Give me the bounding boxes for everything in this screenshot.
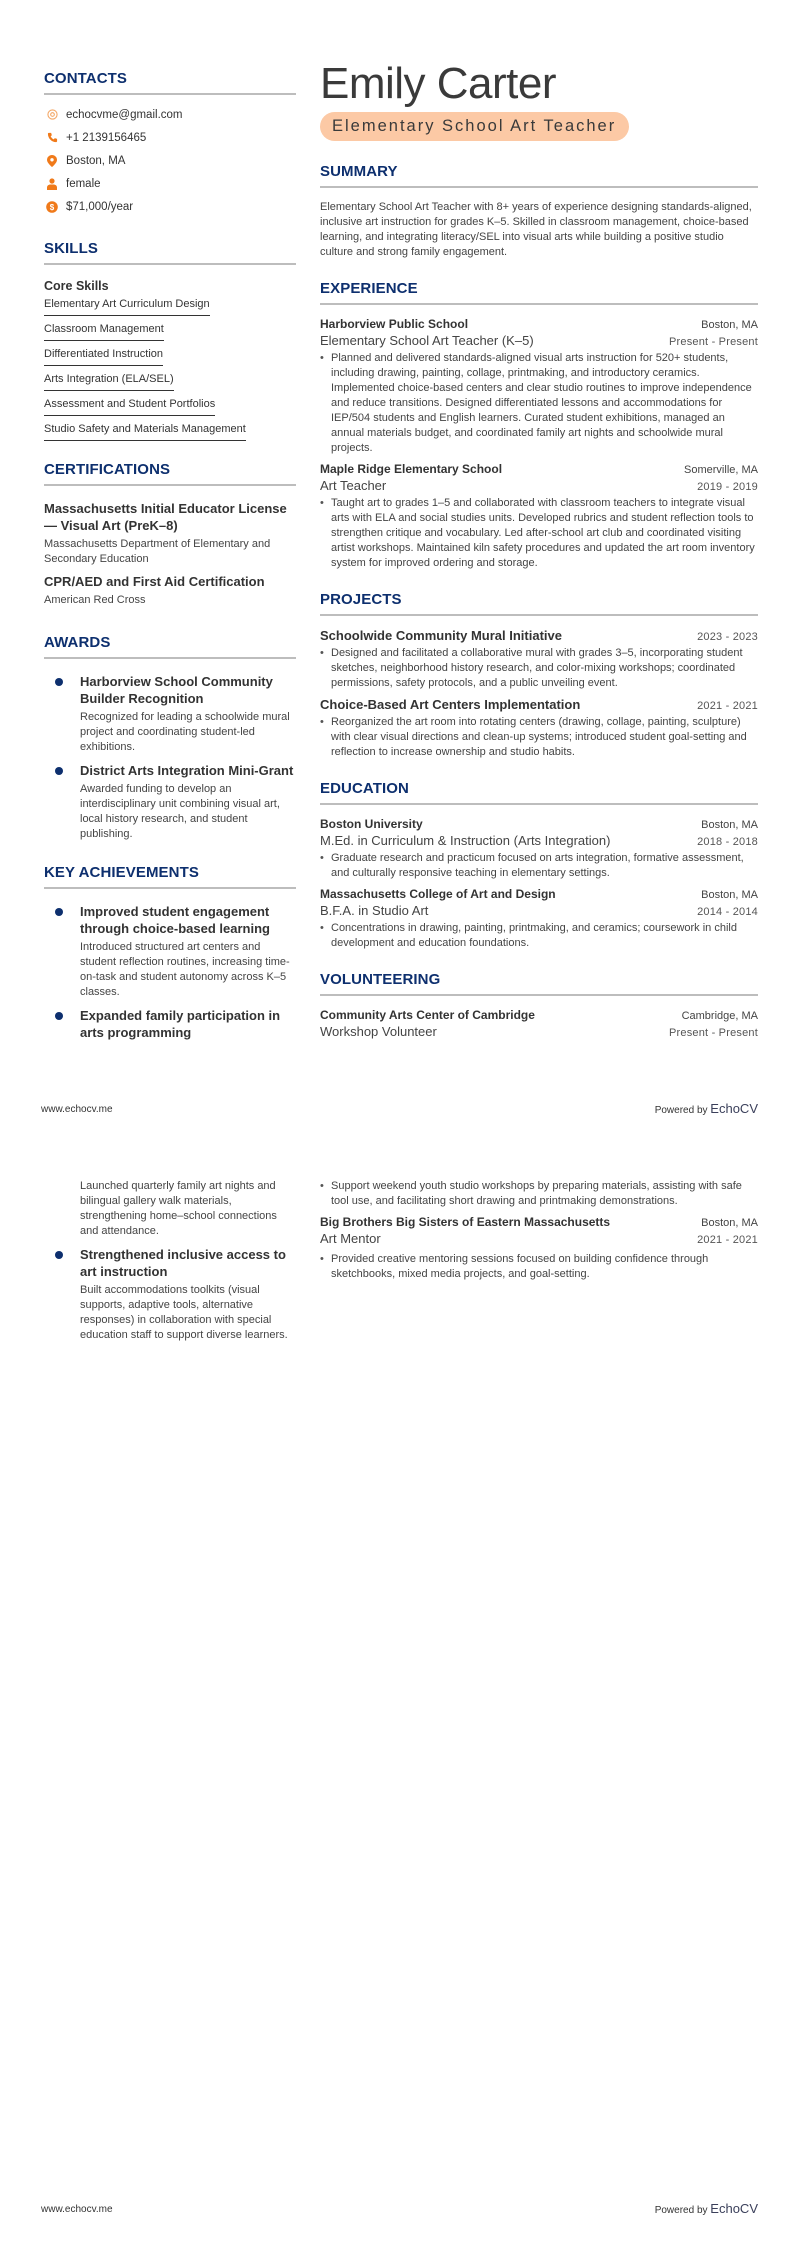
achievement-description: Introduced structured art centers and student reflection routines, increasing time-on-task and student autonomy across K–5 classes.	[80, 941, 290, 998]
contact-salary-text: $71,000/year	[66, 200, 134, 213]
volunteer-role: Workshop Volunteer	[320, 1024, 437, 1039]
section-heading: VOLUNTEERING	[320, 971, 441, 988]
summary-section	[320, 163, 758, 260]
powered-by-label: Powered by	[654, 1105, 708, 1116]
right-column-continued	[320, 1179, 758, 1282]
volunteer-org: Big Brothers Big Sisters of Eastern Massachusetts	[320, 1215, 611, 1229]
skill-item: Arts Integration (ELA/SEL)	[44, 370, 174, 391]
footer-powered-by	[655, 2201, 758, 2216]
award-description: Awarded funding to develop an interdisciplinary unit combining visual art, local history research, and student publishing.	[80, 783, 280, 840]
job-title-badge: Elementary School Art Teacher	[320, 112, 629, 141]
contact-phone-text: +1 2139156465	[66, 131, 147, 144]
experience-bullet: • Planned and delivered standards-aligned visual arts instruction for 520+ students, including drawing, painting, collage, printmaking, and introductory ceramics. Implemented choice-based centers and clear studio routines to improve independence and reduce transitions. Designed differentiated lessons and accommodations for IEP/504 students and English learners. Curated student exhibitions, managed an annual materials budget, and coordinated family art nights and schoolwide mural projects.	[320, 351, 758, 456]
volunteering-bullet: • Support weekend youth studio workshops by preparing materials, assisting with safe tool use, and facilitating short drawing and printmaking demonstrations.	[320, 1179, 758, 1209]
school-location: Boston, MA	[701, 889, 758, 901]
project-bullet: • Designed and facilitated a collaborative mural with grades 3–5, incorporating student sketches, neighborhood history research, and color-mixing workshops; coordinated permissions, safety protocols, and a public unveiling event.	[320, 646, 758, 691]
employer-location: Somerville, MA	[684, 464, 758, 476]
school-name: Massachusetts College of Art and Design	[320, 887, 556, 901]
achievement-description: Built accommodations toolkits (visual supports, adaptive tools, alternative responses) in collaboration with special education staff to support diverse learners.	[80, 1284, 288, 1341]
contact-email[interactable]	[44, 103, 296, 126]
volunteering-entry	[320, 1215, 758, 1282]
section-heading: EDUCATION	[320, 780, 409, 797]
section-heading: KEY ACHIEVEMENTS	[44, 864, 199, 881]
award-title: District Arts Integration Mini-Grant	[80, 763, 294, 778]
award-description: Recognized for leading a schoolwide mural project and coordinating student-led exhibitions.	[80, 711, 290, 753]
left-column-continued	[44, 1179, 296, 1343]
skill-list	[44, 295, 296, 445]
certification-item	[44, 573, 296, 608]
award-item	[44, 673, 296, 755]
skill-category: Core Skills	[44, 279, 109, 293]
volunteer-org: Community Arts Center of Cambridge	[320, 1008, 535, 1022]
project-bullet: • Reorganized the art room into rotating centers (drawing, collage, painting, sculpture) with clear visual directions and clean-up systems; introduced student goal-setting and reflection to increase ownership and studio habits.	[320, 715, 758, 760]
education-section	[320, 780, 758, 951]
footer-powered-by	[655, 1101, 758, 1116]
footer-website-link[interactable]: www.echocv.me	[41, 2204, 113, 2215]
resume-page-2	[0, 1123, 794, 2246]
achievement-item-continued	[44, 1179, 296, 1239]
project-dates: 2021 - 2021	[697, 700, 758, 712]
job-dates: Present - Present	[669, 336, 758, 348]
bullet-dot-icon	[55, 678, 63, 686]
education-entry	[320, 817, 758, 881]
skill-item: Studio Safety and Materials Management	[44, 420, 246, 441]
section-divider	[44, 657, 296, 659]
education-bullet: • Concentrations in drawing, painting, printmaking, and ceramics; coursework in child development and education foundations.	[320, 921, 758, 951]
bullet-dot-icon	[55, 767, 63, 775]
footer-website-link[interactable]: www.echocv.me	[41, 1104, 113, 1115]
left-column	[44, 70, 296, 1041]
section-divider	[320, 803, 758, 805]
experience-bullet: • Taught art to grades 1–5 and collaborated with classroom teachers to integrate visual arts with ELA and social studies units. Developed rubrics and student reflection tools to strengthen critique and vocabulary. Led after-school art club and coordinated visiting artist workshops. Maintained kiln safety procedures and updated the art room inventory system for improved ordering and storage.	[320, 496, 758, 571]
section-divider	[320, 303, 758, 305]
skill-item: Assessment and Student Portfolios	[44, 395, 215, 416]
awards-section	[44, 634, 296, 842]
section-heading: PROJECTS	[320, 591, 402, 608]
volunteer-dates: Present - Present	[669, 1027, 758, 1039]
volunteer-dates: 2021 - 2021	[697, 1234, 758, 1246]
volunteering-section	[320, 971, 758, 1039]
section-divider	[44, 484, 296, 486]
achievement-title: Strengthened inclusive access to art instruction	[80, 1247, 286, 1279]
degree: M.Ed. in Curriculum & Instruction (Arts Integration)	[320, 833, 611, 848]
experience-entry	[320, 462, 758, 571]
experience-section	[320, 280, 758, 571]
job-role: Art Teacher	[320, 478, 387, 493]
education-dates: 2014 - 2014	[697, 906, 758, 918]
volunteering-bullet: • Provided creative mentoring sessions focused on building confidence through sketchbooks, mixed media projects, and goal-setting.	[320, 1252, 758, 1282]
contact-gender	[44, 172, 296, 195]
certification-name: CPR/AED and First Aid Certification	[44, 574, 265, 589]
achievement-item	[44, 1007, 296, 1041]
at-icon	[46, 109, 58, 121]
section-divider	[44, 93, 296, 95]
award-title: Harborview School Community Builder Recognition	[80, 674, 273, 706]
projects-section	[320, 591, 758, 760]
bullet-dot-icon	[55, 1251, 63, 1259]
phone-icon	[46, 132, 58, 144]
employer-name: Maple Ridge Elementary School	[320, 462, 503, 476]
education-dates: 2018 - 2018	[697, 836, 758, 848]
certification-org: Massachusetts Department of Elementary and Secondary Education	[44, 538, 271, 565]
section-heading: AWARDS	[44, 634, 111, 651]
volunteer-location: Boston, MA	[701, 1217, 758, 1229]
summary-text: Elementary School Art Teacher with 8+ years of experience designing standards-aligned, inclusive art instruction for grades K–5. Skilled in classroom management, choice-based learning, and integrating literacy/SEL into visual arts while building a positive studio culture and strong family engagement.	[320, 201, 752, 258]
section-divider	[320, 994, 758, 996]
candidate-name: Emily Carter	[320, 59, 557, 108]
achievements-section	[44, 864, 296, 1041]
project-entry	[320, 697, 758, 760]
achievement-title: Improved student engagement through choice-based learning	[80, 904, 270, 936]
person-icon	[46, 178, 58, 190]
section-divider	[320, 186, 758, 188]
contact-email-text: echocvme@gmail.com	[66, 108, 183, 121]
project-title: Schoolwide Community Mural Initiative	[320, 628, 562, 643]
certification-item	[44, 500, 296, 567]
bullet-dot-icon	[55, 1012, 63, 1020]
contact-salary	[44, 195, 296, 218]
education-bullet: • Graduate research and practicum focused on arts integration, formative assessment, and culturally responsive teaching in elementary settings.	[320, 851, 758, 881]
contact-gender-text: female	[66, 177, 101, 190]
achievement-description: Launched quarterly family art nights and bilingual gallery walk materials, strengthening home–school connections and attendance.	[80, 1180, 277, 1237]
section-heading: SUMMARY	[320, 163, 398, 180]
section-divider	[320, 614, 758, 616]
skill-item: Differentiated Instruction	[44, 345, 163, 366]
section-divider	[44, 263, 296, 265]
certification-org: American Red Cross	[44, 594, 146, 606]
employer-location: Boston, MA	[701, 319, 758, 331]
skills-section	[44, 240, 296, 445]
contacts-section	[44, 70, 296, 218]
award-item	[44, 762, 296, 842]
section-heading: CERTIFICATIONS	[44, 461, 171, 478]
achievement-item	[44, 903, 296, 1000]
certifications-section	[44, 461, 296, 608]
svg-text:$: $	[49, 202, 55, 212]
volunteer-role: Art Mentor	[320, 1231, 381, 1246]
location-pin-icon	[46, 155, 58, 167]
school-location: Boston, MA	[701, 819, 758, 831]
volunteering-entry	[320, 1008, 758, 1039]
brand-logo: EchoCV	[710, 2201, 758, 2216]
section-divider	[44, 887, 296, 889]
achievement-item	[44, 1246, 296, 1343]
experience-entry	[320, 317, 758, 456]
section-heading: EXPERIENCE	[320, 280, 418, 297]
education-entry	[320, 887, 758, 951]
dollar-coin-icon	[46, 201, 58, 213]
powered-by-label: Powered by	[654, 2205, 708, 2216]
skill-item: Classroom Management	[44, 320, 164, 341]
employer-name: Harborview Public School	[320, 317, 469, 331]
skill-item: Elementary Art Curriculum Design	[44, 295, 210, 316]
section-heading: CONTACTS	[44, 70, 128, 87]
contact-location	[44, 149, 296, 172]
contact-location-text: Boston, MA	[66, 154, 126, 167]
job-dates: 2019 - 2019	[697, 481, 758, 493]
section-heading: SKILLS	[44, 240, 98, 257]
project-dates: 2023 - 2023	[697, 631, 758, 643]
certification-name: Massachusetts Initial Educator License — Visual Art (PreK–8)	[44, 501, 287, 533]
contact-phone[interactable]	[44, 126, 296, 149]
project-title: Choice-Based Art Centers Implementation	[320, 697, 581, 712]
degree: B.F.A. in Studio Art	[320, 903, 429, 918]
achievement-title: Expanded family participation in arts programming	[80, 1008, 281, 1040]
volunteering-entry-continued	[320, 1179, 758, 1209]
brand-logo: EchoCV	[710, 1101, 758, 1116]
job-role: Elementary School Art Teacher (K–5)	[320, 333, 534, 348]
right-column	[320, 60, 758, 1039]
project-entry	[320, 628, 758, 691]
volunteer-location: Cambridge, MA	[681, 1010, 758, 1022]
school-name: Boston University	[320, 817, 423, 831]
bullet-dot-icon	[55, 908, 63, 916]
